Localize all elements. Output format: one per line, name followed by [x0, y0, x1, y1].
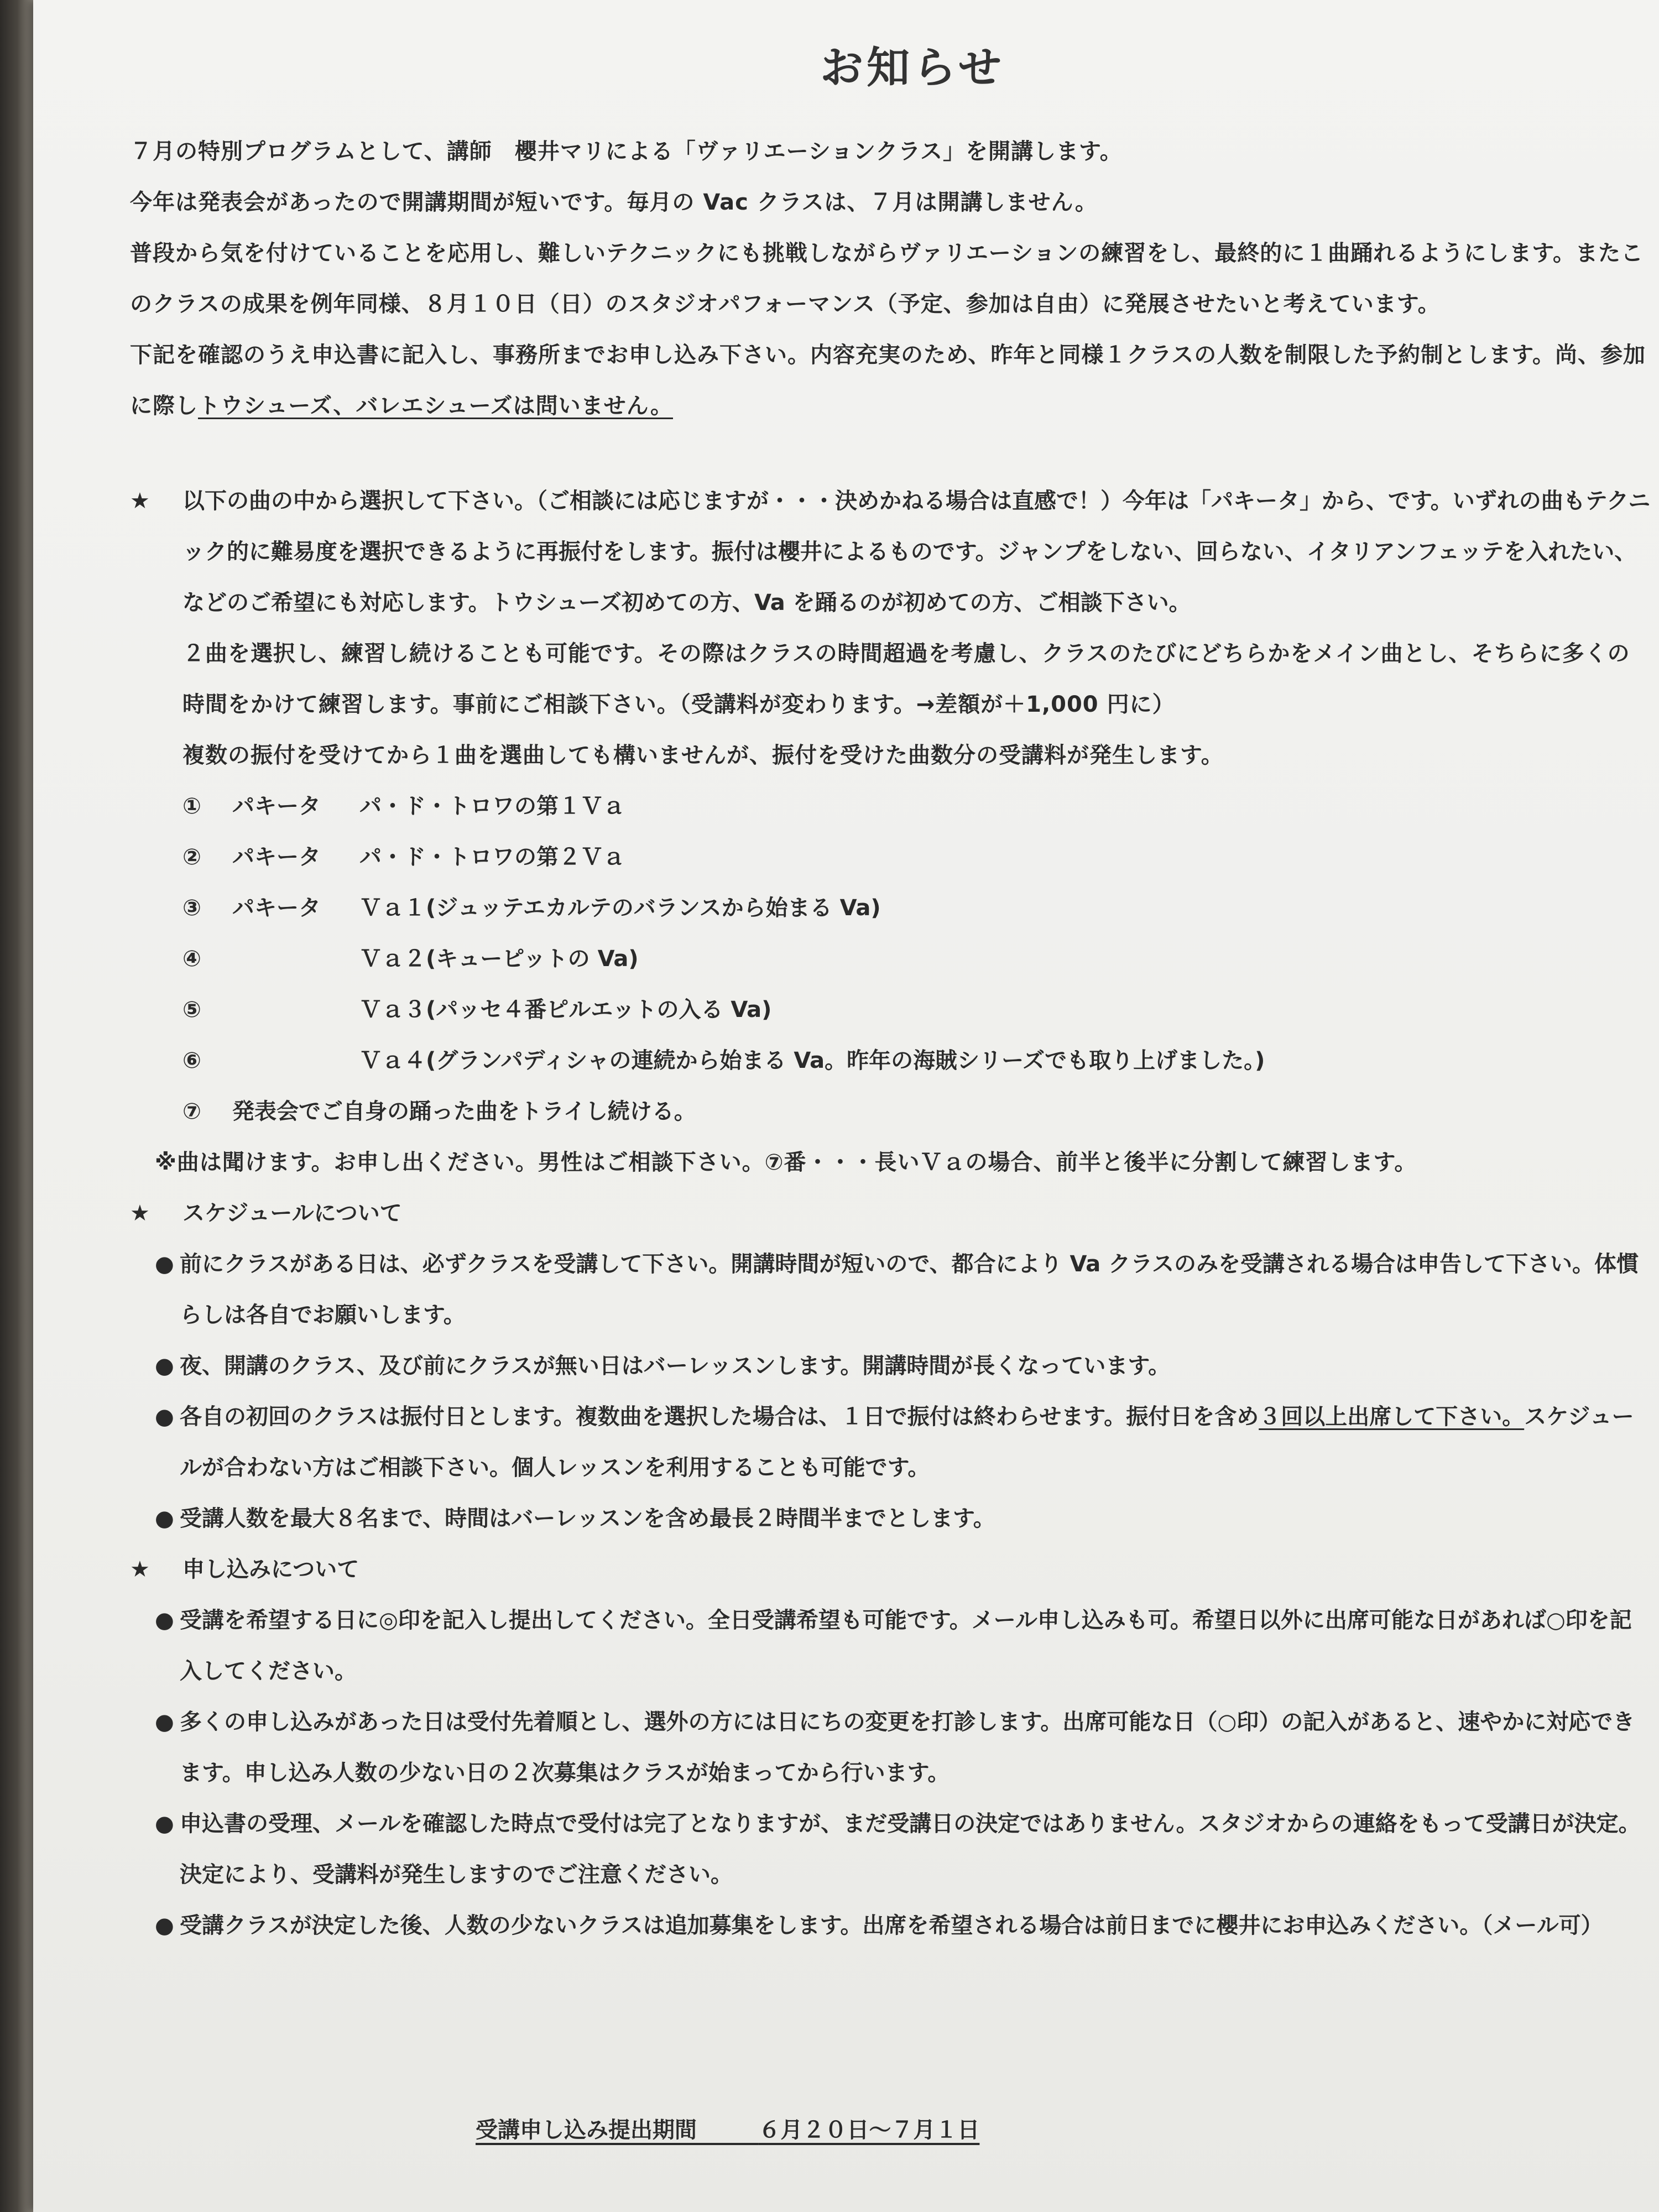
- application-bullet: [130, 1900, 1651, 1951]
- submission-period-dates: ６月２０日〜７月１日: [758, 2117, 980, 2143]
- star-icon: ★: [130, 1557, 150, 1582]
- song-item: [130, 984, 1651, 1035]
- bullet-icon: ●: [155, 1709, 174, 1735]
- schedule-bullet-text: 前にクラスがある日は、必ずクラスを受講して下さい。開講時間が短いので、都合により Va クラスのみを受講される場合は申告して下さい。体慣らしは各自でお願いします。: [180, 1251, 1639, 1328]
- star-icon: ★: [130, 1201, 150, 1226]
- schedule-heading: スケジュールについて: [182, 1201, 402, 1226]
- song-item-7: [130, 1086, 1651, 1137]
- schedule-bullet-pre: 各自の初回のクラスは振付日とします。複数曲を選択した場合は、１日で振付は終わらせます。振付日を含め: [180, 1404, 1259, 1430]
- schedule-bullet: [130, 1391, 1651, 1493]
- bullet-icon: ●: [155, 1404, 174, 1430]
- application-bullet-text: 受講を希望する日に◎印を記入し提出してください。全日受講希望も可能です。メール申し込みも可。希望日以外に出席可能な日があれば○印を記入してください。: [180, 1608, 1632, 1684]
- song-item: [130, 1035, 1651, 1086]
- notice-body: [130, 33, 1651, 1951]
- schedule-bullet: [130, 1239, 1651, 1340]
- schedule-bullet: [130, 1340, 1651, 1391]
- song-item: [130, 832, 1651, 883]
- song-section-para-3: 複数の振付を受けてから１曲を選曲しても構いませんが、振付を受けた曲数分の受講料が発生します。: [182, 743, 1224, 768]
- item-desc: 発表会でご自身の踊った曲をトライし続ける。: [232, 1099, 696, 1124]
- application-bullet: [130, 1595, 1651, 1697]
- item-desc: パ・ド・トロワの第１Ｖａ: [359, 794, 625, 819]
- application-bullet-text: 多くの申し込みがあった日は受付先着順とし、選外の方には日にちの変更を打診します。出席可能な日（○印）の記入があると、速やかに対応できます。申し込み人数の少ない日の２次募集はクラスが始まってから行います。: [180, 1709, 1635, 1786]
- item-number: ④: [182, 946, 201, 972]
- intro-paragraph-3: 普段から気を付けていることを応用し、難しいテクニックにも挑戦しながらヴァリエーションの練習をし、最終的に１曲踊れるようにします。またこのクラスの成果を例年同様、８月１０日（日）のスタジオパフォーマンス（予定、参加は自由）に発展させたいと考えています。: [130, 241, 1644, 317]
- application-bullet: [130, 1798, 1651, 1900]
- notice-title: お知らせ: [820, 43, 1005, 93]
- application-section: [130, 1544, 1651, 1595]
- song-note: ※曲は聞けます。お申し出ください。男性はご相談下さい。⑦番・・・長いＶａの場合、前半と後半に分割して練習します。: [155, 1150, 1417, 1175]
- item-title: パキータ: [232, 794, 321, 819]
- item-number: ⑦: [182, 1099, 201, 1124]
- song-section-intro: 以下の曲の中から選択して下さい。（ご相談には応じますが・・・決めかねる場合は直感で！）今年は「パキータ」から、です。いずれの曲もテクニック的に難易度を選択できるように再振付をします。振付は櫻井によるものです。ジャンプをしない、回らない、イタリアンフェッテを入れたい、などのご希望にも対応します。トウシューズ初めての方、Va を踊るのが初めての方、ご相談下さい。: [182, 488, 1651, 615]
- bullet-icon: ●: [155, 1913, 174, 1938]
- item-title: パキータ: [232, 844, 321, 870]
- item-number: ②: [182, 844, 201, 870]
- spacer: [130, 431, 1651, 476]
- item-number: ①: [182, 794, 201, 819]
- bullet-icon: ●: [155, 1608, 174, 1633]
- item-number: ⑥: [182, 1048, 201, 1073]
- intro-paragraph-4: [130, 330, 1651, 431]
- item-desc: Ｖａ４(グランパディシャの連続から始まる Va。昨年の海賊シリーズでも取り上げました。): [359, 1048, 1265, 1073]
- application-bullet-text: 申込書の受理、メールを確認した時点で受付は完了となりますが、まだ受講日の決定ではありません。スタジオからの連絡をもって受講日が決定。決定により、受講料が発生しますのでご注意ください。: [180, 1811, 1641, 1887]
- schedule-bullet: [130, 1493, 1651, 1544]
- application-bullet-text: 受講クラスが決定した後、人数の少ないクラスは追加募集をします。出席を希望される場合は前日までに櫻井にお申込みください。（メール可）: [180, 1913, 1603, 1938]
- submission-period-label: 受講申し込み提出期間: [476, 2117, 697, 2143]
- schedule-section: [130, 1188, 1651, 1239]
- submission-period: [476, 2112, 979, 2144]
- song-section: [130, 476, 1651, 628]
- item-desc: Ｖａ１(ジュッテエカルテのバランスから始まる Va): [359, 895, 881, 921]
- item-desc: Ｖａ２(キューピットの Va): [359, 946, 639, 972]
- notice-sheet: [33, 0, 1659, 2212]
- bullet-icon: ●: [155, 1811, 174, 1837]
- schedule-bullet-post: スケジュールが合わない方はご相談下さい。個人レッスンを利用することも可能です。: [180, 1404, 1634, 1480]
- intro-line-2: 今年は発表会があったので開講期間が短いです。毎月の Vac クラスは、７月は開講しません。: [130, 190, 1098, 215]
- bullet-icon: ●: [155, 1506, 174, 1531]
- bullet-icon: ●: [155, 1251, 174, 1277]
- item-title: [232, 1035, 359, 1086]
- item-title: [232, 984, 359, 1035]
- star-icon: ★: [130, 488, 150, 514]
- item-title: パキータ: [232, 895, 321, 921]
- bullet-icon: ●: [155, 1353, 174, 1379]
- intro-line-1: ７月の特別プログラムとして、講師 櫻井マリによる「ヴァリエーションクラス」を開講します。: [130, 139, 1123, 164]
- song-item: [130, 781, 1651, 832]
- shoes-note: トウシューズ、バレエシューズは問いません。: [198, 393, 673, 419]
- attendance-requirement: ３回以上出席して下さい。: [1259, 1404, 1525, 1430]
- application-bullet: [130, 1697, 1651, 1798]
- song-item: [130, 883, 1651, 933]
- application-heading: 申し込みについて: [182, 1557, 359, 1582]
- schedule-bullet-text: 夜、開講のクラス、及び前にクラスが無い日はバーレッスンします。開講時間が長くなっています。: [180, 1353, 1171, 1379]
- song-item: [130, 933, 1651, 984]
- schedule-bullet-text: 受講人数を最大８名まで、時間はバーレッスンを含め最長２時間半までとします。: [180, 1506, 995, 1531]
- item-desc: パ・ド・トロワの第２Ｖａ: [359, 844, 625, 870]
- intro-paragraph-4-text: 下記を確認のうえ申込書に記入し、事務所までお申し込み下さい。内容充実のため、昨年と同様１クラスの人数を制限した予約制とします。尚、参加に際し: [130, 342, 1646, 419]
- schedule-bullet-text: [180, 1391, 1651, 1493]
- item-number: ③: [182, 895, 201, 921]
- item-title: [232, 933, 359, 984]
- item-desc: Ｖａ３(パッセ４番ピルエットの入る Va): [359, 997, 772, 1022]
- song-section-para-2: ２曲を選択し、練習し続けることも可能です。その際はクラスの時間超過を考慮し、クラスのたびにどちらかをメイン曲とし、そちらに多くの時間をかけて練習します。事前にご相談下さい。（受講料が変わります。→差額が＋1,000 円に）: [182, 641, 1630, 717]
- item-number: ⑤: [182, 997, 201, 1022]
